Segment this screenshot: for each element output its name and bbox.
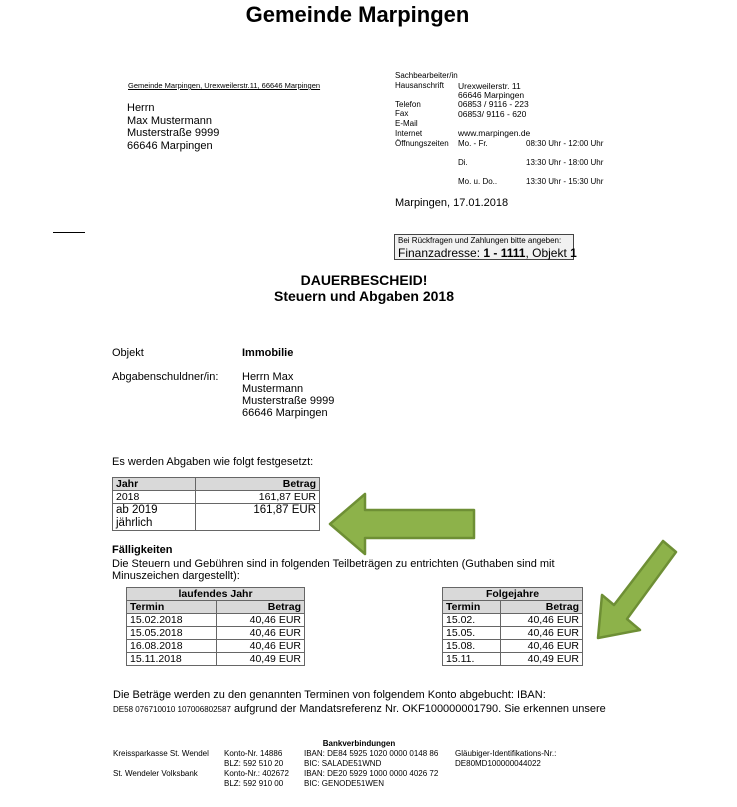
debit-text-line-2 bbox=[113, 703, 606, 715]
down-left-arrow-icon bbox=[590, 538, 680, 642]
column-header: Betrag bbox=[216, 601, 304, 614]
faelligkeiten-text: Die Steuern und Gebühren sind in folgenden Teilbeträgen zu entrichten (Guthaben sind mit Minuszeichen dargestellt): bbox=[112, 558, 555, 582]
glaeubiger-label: Gläubiger-Identifikations-Nr.: bbox=[455, 749, 557, 758]
page-title: Gemeinde Marpingen bbox=[245, 2, 470, 27]
glaeubiger-id bbox=[455, 749, 556, 768]
faelligkeiten-title: Fälligkeiten bbox=[112, 544, 173, 556]
oeffnung-time: 13:30 Uhr - 18:00 Uhr bbox=[526, 158, 604, 167]
laufendes-jahr-table bbox=[126, 587, 305, 666]
bank-name: St. Wendeler Volksbank bbox=[113, 769, 198, 778]
column-header: Termin bbox=[127, 601, 217, 614]
bank-konto bbox=[224, 749, 283, 768]
oeffnung-day: Mo. u. Do.. bbox=[458, 177, 498, 186]
heading-line-2: Steuern und Abgaben 2018 bbox=[274, 288, 454, 304]
table-title: laufendes Jahr bbox=[127, 588, 305, 601]
fax-label: Fax bbox=[395, 109, 409, 118]
mandate-text: aufgrund der Mandatsreferenz Nr. OKF100000001790. Sie erkennen unsere bbox=[230, 703, 606, 715]
sender-address-line: Gemeinde Marpingen, Urexweilerstr.11, 66646 Marpingen bbox=[128, 81, 321, 90]
recipient-line: Max Mustermann bbox=[127, 114, 212, 127]
oeffnung-day: Mo. - Fr. bbox=[458, 139, 488, 148]
schuldner-address bbox=[242, 371, 334, 419]
termin-cell: 16.08.2018 bbox=[127, 640, 217, 653]
table-row bbox=[443, 614, 583, 627]
telefon-label: Telefon bbox=[395, 100, 421, 109]
schuldner-label: Abgabenschuldner/in: bbox=[112, 371, 219, 383]
reference-note: Bei Rückfragen und Zahlungen bitte angeben: bbox=[398, 236, 562, 245]
termin-cell: 15.08. bbox=[443, 640, 501, 653]
betrag-cell: 161,87 EUR bbox=[196, 491, 320, 504]
table-row bbox=[127, 627, 305, 640]
internet-label: Internet bbox=[395, 129, 423, 138]
bank-konto bbox=[224, 769, 289, 788]
finanzadresse-label: Finanzadresse: bbox=[398, 246, 484, 260]
blz-number: BLZ: 592 510 20 bbox=[224, 758, 284, 768]
bank-section-title: Bankverbindungen bbox=[322, 739, 396, 748]
bic-value: BIC: SALADE51WND bbox=[304, 758, 382, 768]
table-title: Folgejahre bbox=[443, 588, 583, 601]
iban-value: IBAN: DE84 5925 1020 0000 0148 86 bbox=[304, 749, 439, 758]
recipient-line: 66646 Marpingen bbox=[127, 139, 213, 152]
blz-number: BLZ: 592 910 00 bbox=[224, 778, 284, 788]
objekt-label: , Objekt bbox=[525, 246, 571, 260]
termin-cell: 15.02.2018 bbox=[127, 614, 217, 627]
internet-value[interactable]: www.marpingen.de bbox=[458, 128, 531, 138]
table-row bbox=[443, 640, 583, 653]
column-header: Betrag bbox=[500, 601, 582, 614]
betrag-cell: 161,87 EUR bbox=[196, 504, 320, 531]
oeffnung-time: 13:30 Uhr - 15:30 Uhr bbox=[526, 177, 604, 186]
finanzadresse-line bbox=[398, 246, 577, 260]
hausanschrift-label: Hausanschrift bbox=[395, 81, 444, 90]
schuldner-line: 66646 Marpingen bbox=[242, 407, 328, 419]
table-row bbox=[127, 614, 305, 627]
debit-text-line-1: Die Beträge werden zu den genannten Terminen von folgendem Konto abgebucht: IBAN: bbox=[113, 689, 546, 701]
schuldner-line: Herrn Max bbox=[242, 371, 294, 383]
table-row bbox=[113, 504, 320, 531]
oeffnungszeiten-label: Öffnungszeiten bbox=[395, 139, 449, 148]
objekt-field-label: Objekt bbox=[112, 347, 144, 359]
betrag-cell: 40,49 EUR bbox=[500, 653, 582, 666]
objekt-number: 1 bbox=[570, 246, 577, 260]
betrag-cell: 40,46 EUR bbox=[216, 640, 304, 653]
termin-cell: 15.11.2018 bbox=[127, 653, 217, 666]
heading-line-1: DAUERBESCHEID! bbox=[300, 272, 428, 288]
recipient-address bbox=[127, 102, 219, 152]
termin-cell: 15.05.2018 bbox=[127, 627, 217, 640]
termin-cell: 15.11. bbox=[443, 653, 501, 666]
bank-name: Kreissparkasse St. Wendel bbox=[113, 749, 209, 758]
intro-text: Es werden Abgaben wie folgt festgesetzt: bbox=[112, 456, 314, 468]
betrag-cell: 40,46 EUR bbox=[216, 627, 304, 640]
schuldner-line: Musterstraße 9999 bbox=[242, 395, 335, 407]
table-row bbox=[113, 491, 320, 504]
hausanschrift-line-2: 66646 Marpingen bbox=[458, 90, 525, 100]
betrag-cell: 40,46 EUR bbox=[500, 614, 582, 627]
table-title-row bbox=[443, 588, 583, 601]
schuldner-line: Mustermann bbox=[242, 383, 304, 395]
reference-box bbox=[394, 234, 577, 260]
finanzadresse-value: 1 - 1111 bbox=[483, 246, 526, 260]
bank-iban bbox=[304, 749, 438, 768]
bic-value: BIC: GENODE51WEN bbox=[304, 778, 385, 788]
column-header: Betrag bbox=[196, 478, 320, 491]
betrag-cell: 40,46 EUR bbox=[216, 614, 304, 627]
sachbearbeiter-label: Sachbearbeiter/in bbox=[395, 71, 458, 80]
abgaben-table bbox=[112, 477, 320, 531]
termin-cell: 15.05. bbox=[443, 627, 501, 640]
table-row bbox=[443, 653, 583, 666]
column-header: Jahr bbox=[113, 478, 196, 491]
iban-value: IBAN: DE20 5929 1000 0000 4026 72 bbox=[304, 769, 439, 778]
table-row bbox=[443, 627, 583, 640]
glaeubiger-value: DE80MD100000044022 bbox=[455, 758, 541, 768]
table-row bbox=[127, 653, 305, 666]
table-row bbox=[127, 640, 305, 653]
konto-number: Konto-Nr. 14886 bbox=[224, 749, 283, 758]
betrag-cell: 40,49 EUR bbox=[216, 653, 304, 666]
oeffnung-time: 08:30 Uhr - 12:00 Uhr bbox=[526, 139, 604, 148]
document-heading bbox=[0, 272, 728, 304]
letter-date: Marpingen, 17.01.2018 bbox=[395, 197, 509, 209]
recipient-line: Musterstraße 9999 bbox=[127, 127, 220, 139]
jahr-cell: 2018 bbox=[113, 491, 196, 504]
hausanschrift-line-1: Urexweilerstr. 11 bbox=[458, 81, 521, 91]
folgejahre-table bbox=[442, 587, 583, 666]
table-header-row bbox=[113, 478, 320, 491]
telefon-value: 06853 / 9116 - 223 bbox=[458, 99, 529, 109]
iban-small: DE58 076710010 107006802587 bbox=[113, 705, 231, 714]
termin-cell: 15.02. bbox=[443, 614, 501, 627]
oeffnung-day: Di. bbox=[458, 158, 468, 167]
fold-mark bbox=[53, 232, 85, 233]
table-header-row bbox=[127, 601, 305, 614]
column-header: Termin bbox=[443, 601, 501, 614]
bank-iban bbox=[304, 769, 438, 788]
betrag-cell: 40,46 EUR bbox=[500, 627, 582, 640]
jahr-cell: ab 2019 jährlich bbox=[113, 504, 196, 531]
recipient-line: Herrn bbox=[127, 102, 155, 114]
objekt-field-value: Immobilie bbox=[242, 347, 294, 359]
konto-number: Konto-Nr.: 402672 bbox=[224, 769, 289, 778]
table-title-row bbox=[127, 588, 305, 601]
left-arrow-icon bbox=[327, 491, 477, 557]
fax-value: 06853/ 9116 - 620 bbox=[458, 109, 527, 119]
betrag-cell: 40,46 EUR bbox=[500, 640, 582, 653]
email-label: E-Mail bbox=[395, 119, 418, 128]
table-header-row bbox=[443, 601, 583, 614]
